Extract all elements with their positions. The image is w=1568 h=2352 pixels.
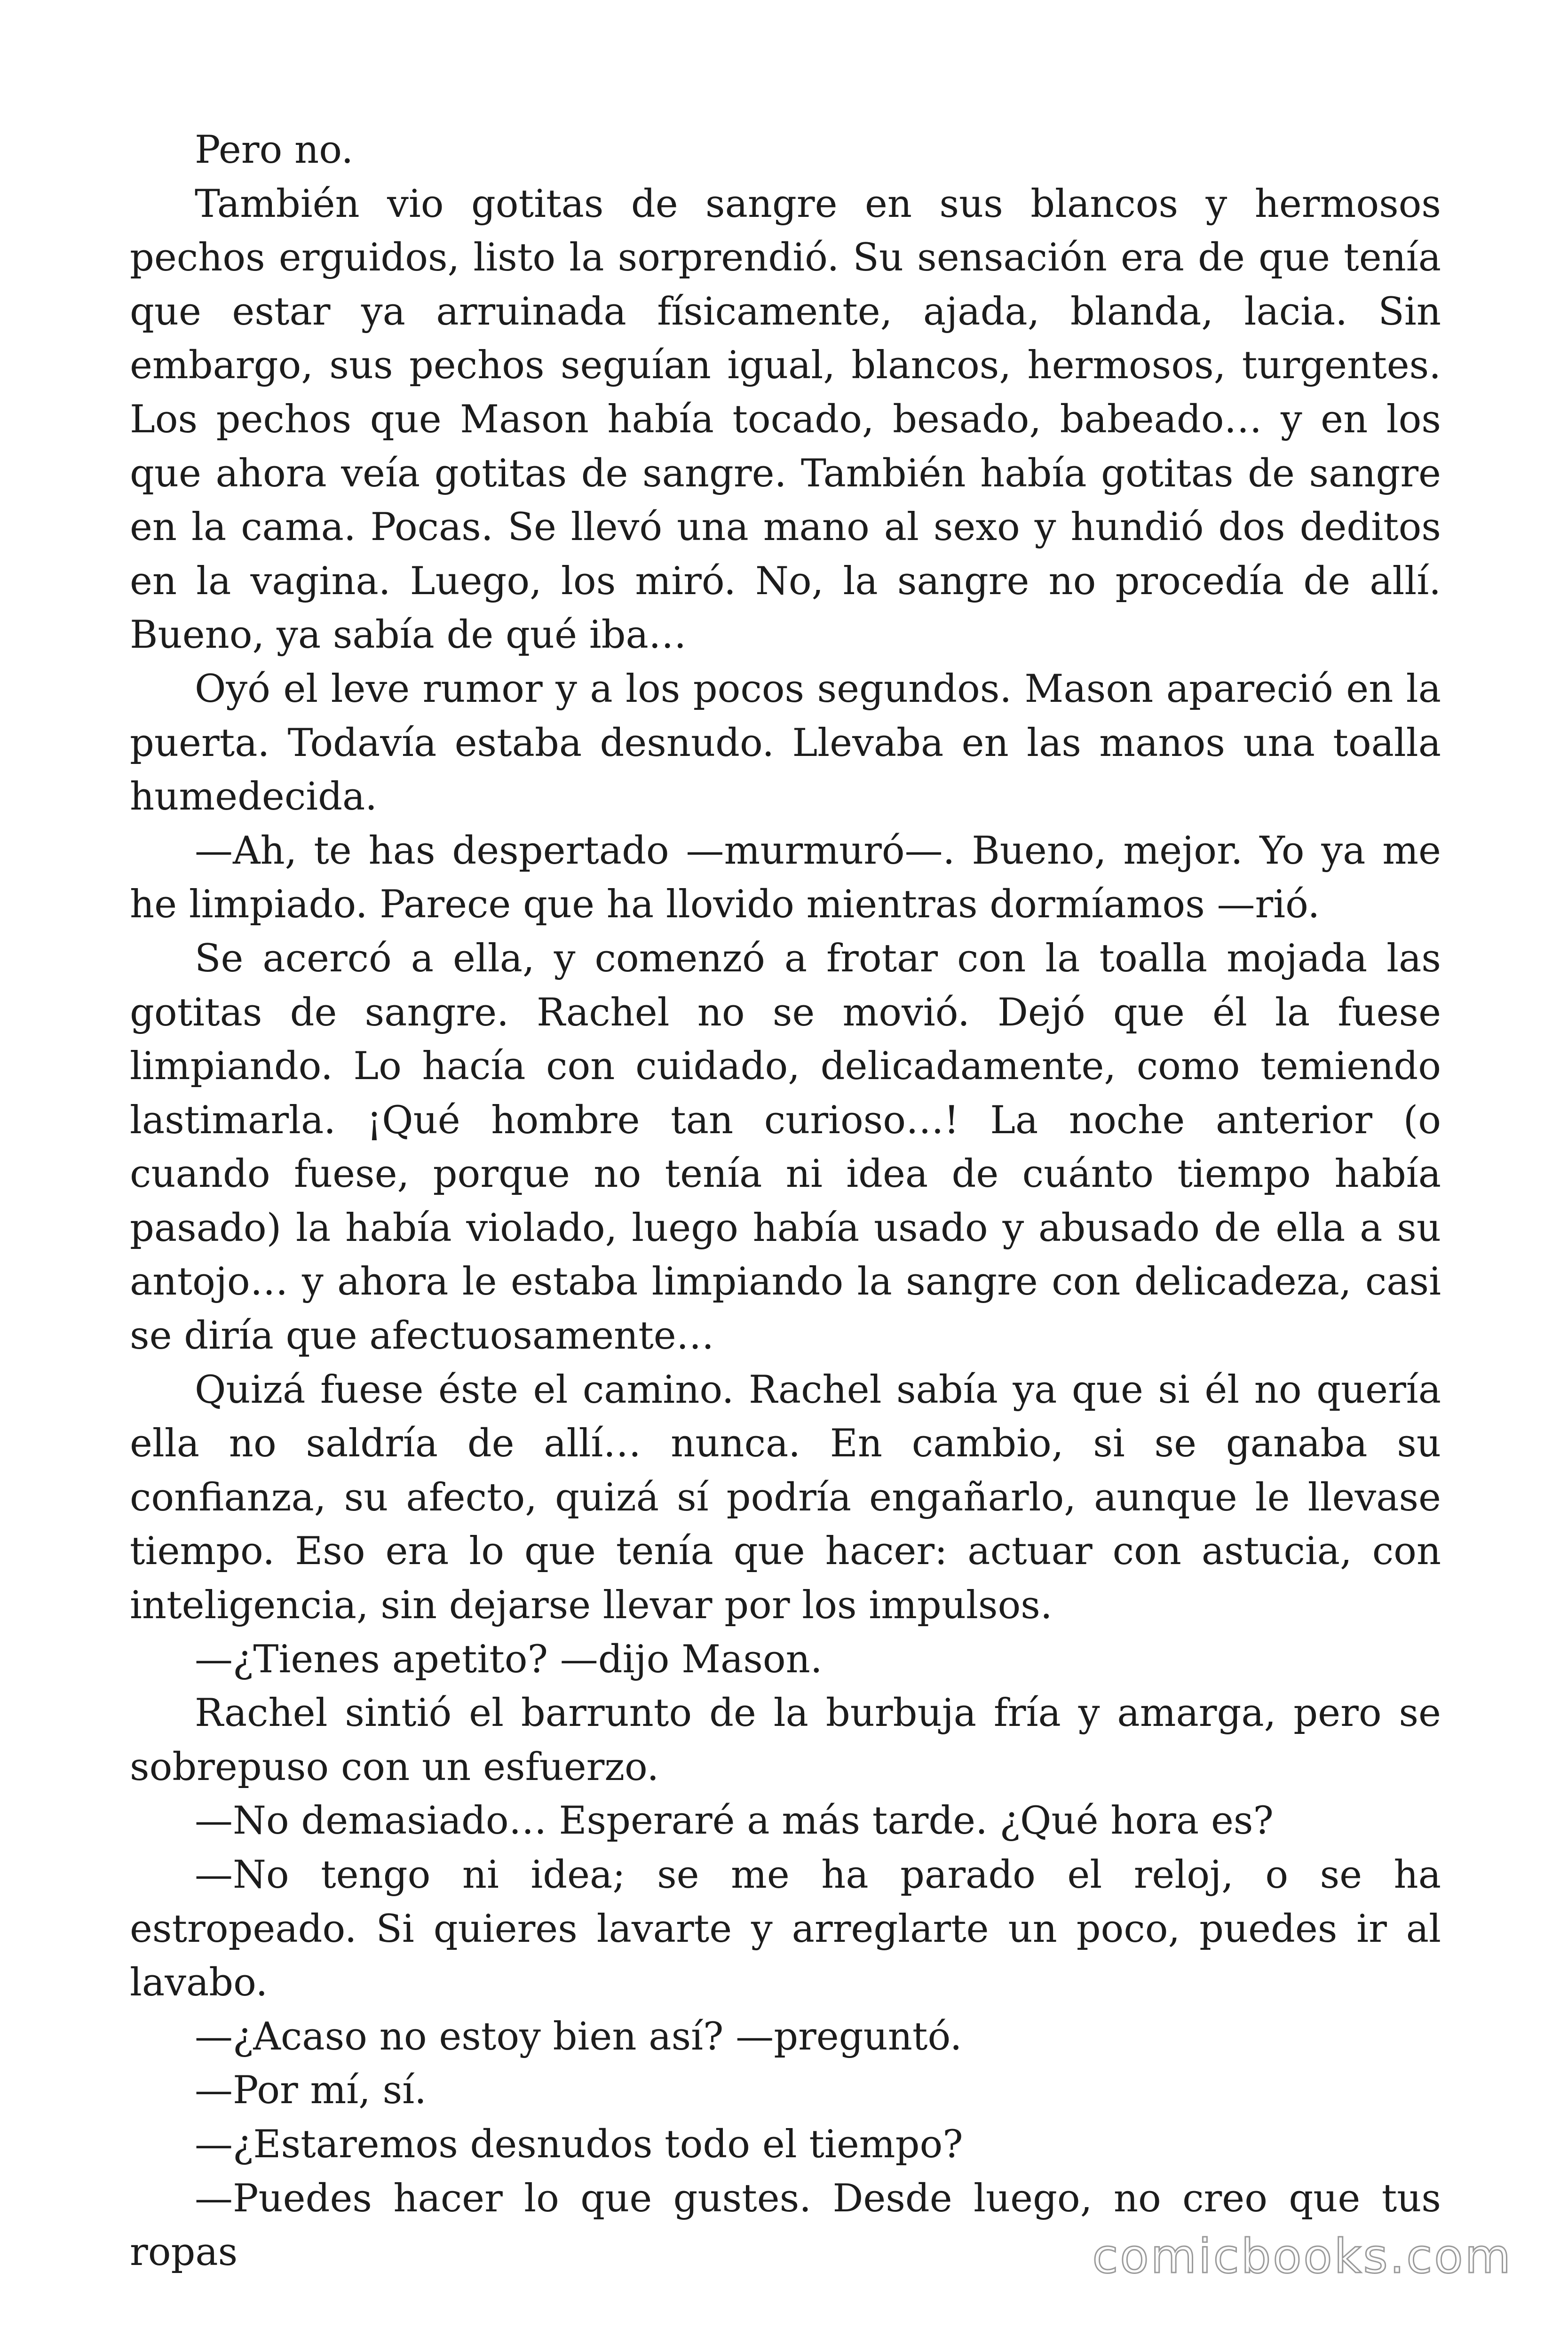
paragraph: —Puedes hacer lo que gustes. Desde luego, no creo que tus ropas	[130, 2176, 1441, 2275]
paragraph: También vio gotitas de sangre en sus blancos y hermosos pechos erguidos, listo la sorprendió. Su sensación era de que tenía que estar ya arruinada físicamente, ajada, blanda, lacia. Sin embargo, sus pechos seguían igual, blancos, hermosos, turgentes. Los pechos que Mason había tocado, besado, babeado… y en los que ahora veía gotitas de sangre. También había gotitas de sangre en la cama. Pocas. Se llevó una mano al sexo y hundió dos deditos en la vagina. Luego, los miró. No, la sangre no procedía de allí. Bueno, ya sabía de qué iba…	[130, 182, 1441, 658]
paragraph: Quizá fuese éste el camino. Rachel sabía ya que si él no quería ella no saldría de allí… nunca. En cambio, si se ganaba su confianza, su afecto, quizá sí podría engañarlo, aunque le llevase tiempo. Eso era lo que tenía que hacer: actuar con astucia, con inteligencia, sin dejarse llevar por los impulsos.	[130, 1367, 1441, 1628]
paragraph: —¿Acaso no estoy bien así? —preguntó.	[195, 2014, 962, 2059]
watermark: comicbooks.com	[1092, 2229, 1513, 2284]
paragraph: Rachel sintió el barrunto de la burbuja fría y amarga, pero se sobrepuso con un esfuerzo.	[130, 1691, 1441, 1789]
paragraph: Oyó el leve rumor y a los pocos segundos. Mason apareció en la puerta. Todavía estaba desnudo. Llevaba en las manos una toalla humedecida.	[130, 667, 1441, 819]
paragraph: —No tengo ni idea; se me ha parado el reloj, o se ha estropeado. Si quieres lavarte y arreglarte un poco, puedes ir al lavabo.	[130, 1853, 1441, 2005]
paragraph: —Por mí, sí.	[195, 2068, 427, 2113]
paragraph: —¿Estaremos desnudos todo el tiempo?	[195, 2122, 963, 2167]
paragraph: —No demasiado… Esperaré a más tarde. ¿Qué hora es?	[195, 1799, 1274, 1843]
paragraph: —Ah, te has despertado —murmuró—. Bueno, mejor. Yo ya me he limpiado. Parece que ha llovido mientras dormíamos —rió.	[130, 828, 1441, 927]
paragraph: —¿Tienes apetito? —dijo Mason.	[195, 1637, 823, 1682]
body-text	[130, 123, 1441, 2280]
paragraph: Pero no.	[195, 128, 354, 172]
paragraph: Se acercó a ella, y comenzó a frotar con la toalla mojada las gotitas de sangre. Rachel no se movió. Dejó que él la fuese limpiando. Lo hacía con cuidado, delicadamente, como temiendo lastimarla. ¡Qué hombre tan curioso…! La noche anterior (o cuando fuese, porque no tenía ni idea de cuánto tiempo había pasado) la había violado, luego había usado y abusado de ella a su antojo… y ahora le estaba limpiando la sangre con delicadeza, casi se diría que afectuosamente…	[130, 936, 1441, 1359]
